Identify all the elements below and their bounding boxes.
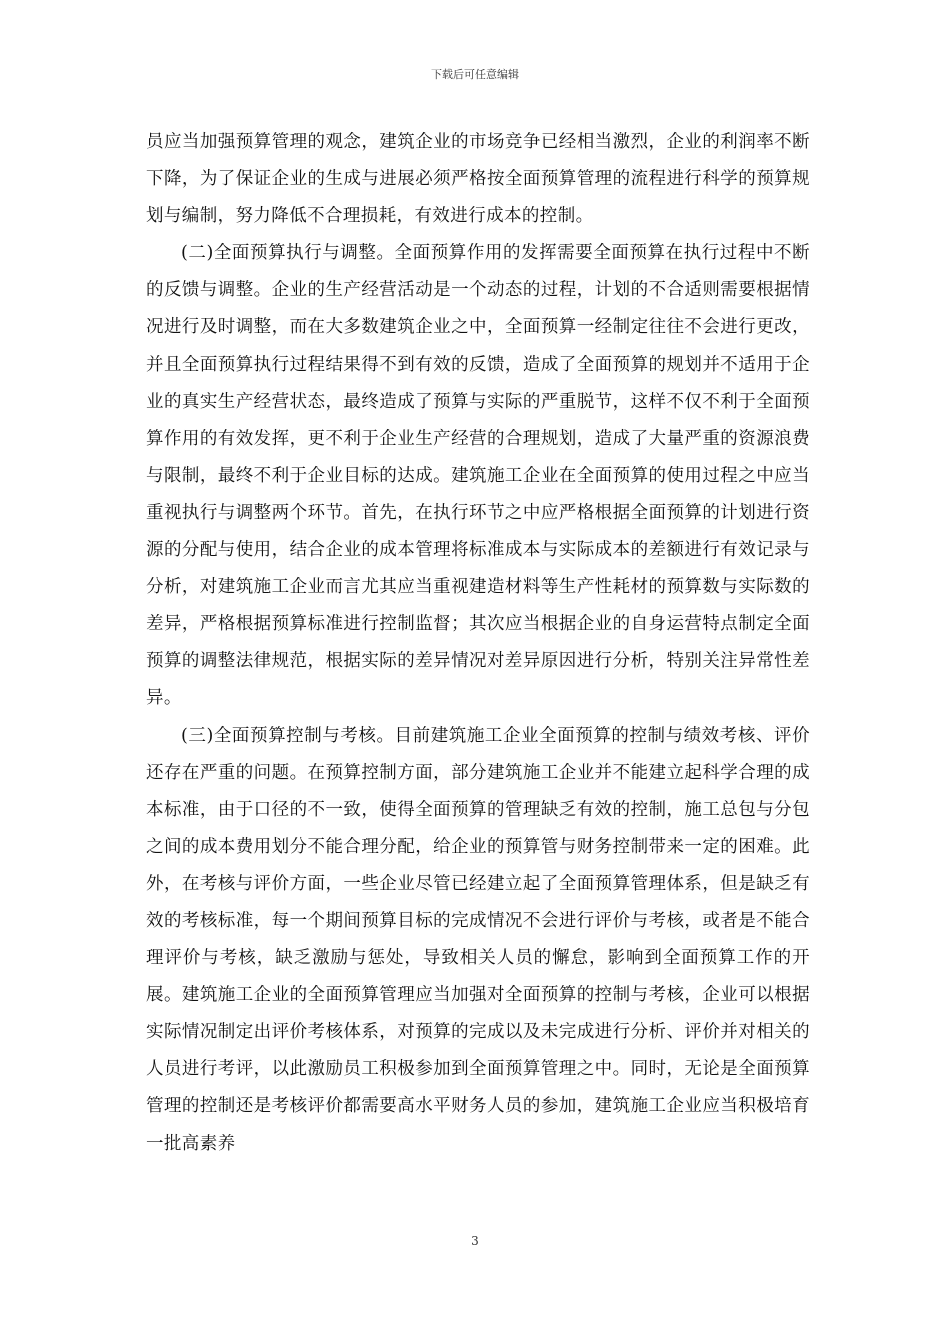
- document-body: [146, 124, 810, 1163]
- paragraph-control-assessment: (三)全面预算控制与考核。目前建筑施工企业全面预算的控制与绩效考核、评价还存在严重的问题。在预算控制方面，部分建筑施工企业并不能建立起科学合理的成本标准，由于口径的不一致，使得全面预算的管理缺乏有效的控制，施工总包与分包之间的成本费用划分不能合理分配，给企业的预算管与财务控制带来一定的困难。此外，在考核与评价方面，一些企业尽管已经建立起了全面预算管理体系，但是缺乏有效的考核标准，每一个期间预算目标的完成情况不会进行评价与考核，或者是不能合理评价与考核，缺乏激励与惩处，导致相关人员的懈怠，影响到全面预算工作的开展。建筑施工企业的全面预算管理应当加强对全面预算的控制与考核，企业可以根据实际情况制定出评价考核体系，对预算的完成以及未完成进行分析、评价并对相关的人员进行考评，以此激励员工积极参加到全面预算管理之中。同时，无论是全面预算管理的控制还是考核评价都需要高水平财务人员的参加，建筑施工企业应当积极培育一批高素养: [146, 725, 810, 1154]
- paragraph-continuation: 员应当加强预算管理的观念，建筑企业的市场竞争已经相当激烈，企业的利润率不断下降，为了保证企业的生成与进展必须严格按全面预算管理的流程进行科学的预算规划与编制，努力降低不合理损耗，有效进行成本的控制。: [146, 132, 810, 227]
- page-header: 下载后可任意编辑: [431, 68, 519, 81]
- page-number: 3: [471, 1234, 479, 1248]
- paragraph-execution-adjustment: (二)全面预算执行与调整。全面预算作用的发挥需要全面预算在执行过程中不断的反馈与调整。企业的生产经营活动是一个动态的过程，计划的不合适则需要根据情况进行及时调整，而在大多数建筑企业之中，全面预算一经制定往往不会进行更改，并且全面预算执行过程结果得不到有效的反馈，造成了全面预算的规划并不适用于企业的真实生产经营状态，最终造成了预算与实际的严重脱节，这样不仅不利于全面预算作用的有效发挥，更不利于企业生产经营的合理规划，造成了大量严重的资源浪费与限制，最终不利于企业目标的达成。建筑施工企业在全面预算的使用过程之中应当重视执行与调整两个环节。首先，在执行环节之中应严格根据全面预算的计划进行资源的分配与使用，结合企业的成本管理将标准成本与实际成本的差额进行有效记录与分析，对建筑施工企业而言尤其应当重视建造材料等生产性耗材的预算数与实际数的差异，严格根据预算标准进行控制监督；其次应当根据企业的自身运营特点制定全面预算的调整法律规范，根据实际的差异情况对差异原因进行分析，特别关注异常性差异。: [146, 243, 810, 709]
